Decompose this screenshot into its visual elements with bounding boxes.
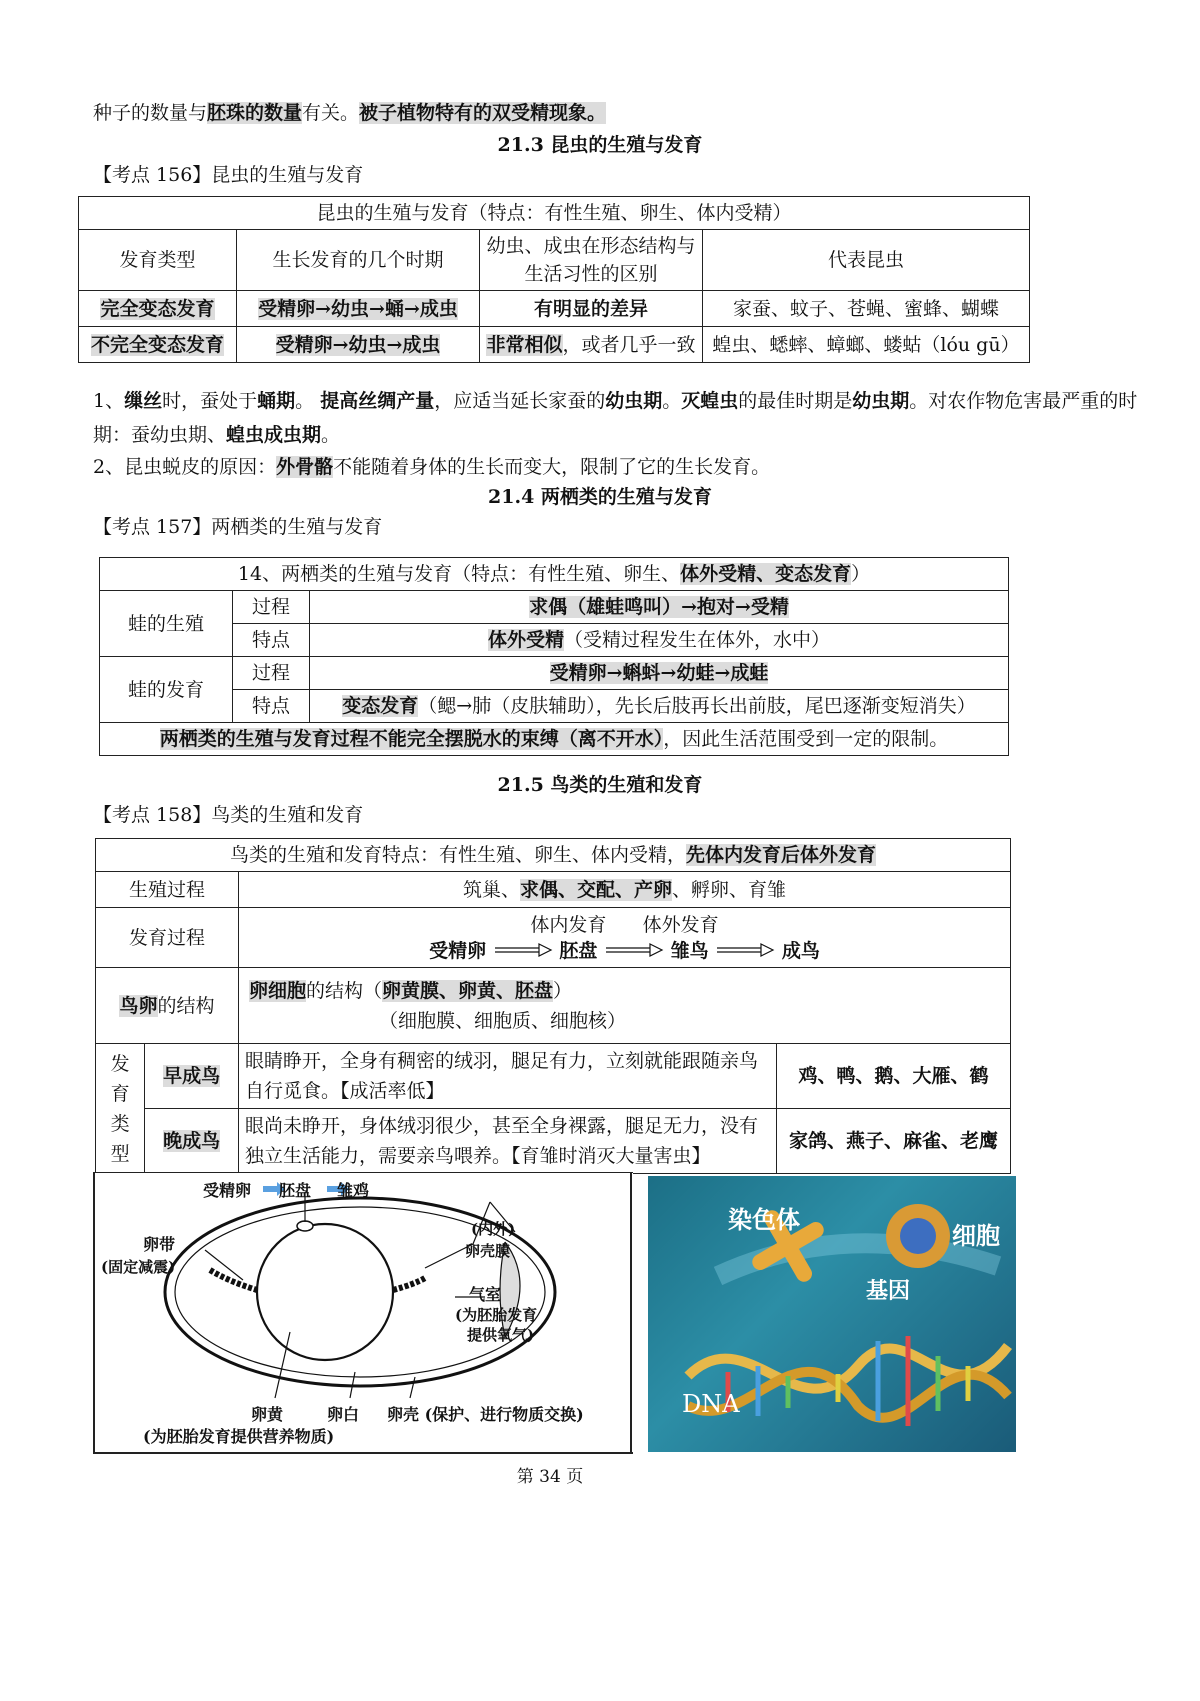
frog-repro-process: 求偶（雄蛙鸣叫）→抱对→受精 (310, 591, 1009, 624)
section-title-21-5: 21.5 鸟类的生殖和发育 (497, 774, 703, 796)
col-difference: 幼虫、成虫在形态结构与生活习性的区别 (480, 230, 703, 291)
dev-type-label: 发育类型 (96, 1044, 145, 1174)
chain-blastodisc: 胚盘 (559, 939, 598, 962)
membrane-label: (内外) (471, 1220, 516, 1238)
cell-label: 细胞 (952, 1221, 1000, 1250)
feature-label-2: 特点 (233, 690, 310, 723)
dna-label: DNA (682, 1390, 740, 1418)
albumen-label: 卵白 (327, 1405, 360, 1424)
insect-table (78, 196, 1030, 363)
precocial-birds: 鸡、鸭、鹅、大雁、鹤 (777, 1044, 1011, 1109)
intro-text-2: 有关。 (302, 102, 360, 124)
altricial-label: 晚成鸟 (145, 1109, 239, 1174)
col-dev-type: 发育类型 (79, 230, 237, 291)
dev-process-label: 发育过程 (96, 908, 239, 968)
complete-metamorphosis: 完全变态发育 (79, 291, 237, 327)
incomplete-metamorphosis: 不完全变态发育 (79, 327, 237, 363)
frog-reproduction-label: 蛙的生殖 (100, 591, 233, 657)
amphibian-table-footer: 两栖类的生殖与发育过程不能完全摆脱水的束缚（离不开水），因此生活范围受到一定的限制。 (100, 723, 1009, 756)
frog-development-label: 蛙的发育 (100, 657, 233, 723)
incomplete-stages: 受精卵→幼虫→成虫 (237, 327, 480, 363)
altricial-birds: 家鸽、燕子、麻雀、老鹰 (777, 1109, 1011, 1174)
aircell-note-2: 提供氧气) (467, 1326, 535, 1344)
arrow-icon (604, 943, 664, 957)
aircell-label: 气室 (469, 1285, 502, 1304)
membrane-label-2: 卵壳膜 (465, 1242, 511, 1260)
amphibian-table (99, 557, 1009, 756)
chalaza-note: (固定减震) (101, 1258, 176, 1276)
kaodian-156: 【考点 156】昆虫的生殖与发育 (93, 164, 364, 186)
arrow-icon (493, 943, 553, 957)
insect-note-2: 2、昆虫蜕皮的原因：外骨骼不能随着身体的生长而变大，限制了它的生长发育。 (93, 456, 771, 478)
process-label-2: 过程 (233, 657, 310, 690)
kaodian-158: 【考点 158】鸟类的生殖和发育 (93, 804, 364, 826)
precocial-label: 早成鸟 (145, 1044, 239, 1109)
blastodisc (297, 1221, 313, 1231)
col-representative: 代表昆虫 (703, 230, 1030, 291)
dna-strand-1 (688, 1346, 1008, 1389)
complete-stages: 受精卵→幼虫→蛹→成虫 (237, 291, 480, 327)
gene-label: 基因 (866, 1278, 911, 1304)
incomplete-difference: 非常相似，或者几乎一致 (480, 327, 703, 363)
insect-table-header: 昆虫的生殖与发育（特点：有性生殖、卵生、体内受精） (79, 197, 1030, 230)
dev-process: 体内发育 体外发育 受精卵 胚盘 雏鸟 成鸟 (239, 908, 1011, 968)
complete-insects: 家蚕、蚊子、苍蝇、蜜蜂、蝴蝶 (703, 291, 1030, 327)
altricial-desc: 眼尚未睁开，身体绒羽很少，甚至全身裸露，腿足无力，没有独立生活能力，需要亲鸟喂养。【育雏时消灭大量害虫】 (239, 1109, 777, 1174)
frog-dev-process: 受精卵→蝌蚪→幼蛙→成蛙 (310, 657, 1009, 690)
shell-label: 卵壳 (保护、进行物质交换) (387, 1405, 584, 1424)
frog-dev-feature: 变态发育（鳃→肺（皮肤辅助），先长后肢再长出前肢，尾巴逐渐变短消失） (310, 690, 1009, 723)
bird-table (95, 838, 1011, 1174)
bird-table-header: 鸟类的生殖和发育特点：有性生殖、卵生、体内受精，先体内发育后体外发育 (96, 839, 1011, 872)
kaodian-157: 【考点 157】两栖类的生殖与发育 (93, 516, 383, 538)
page-number: 第 34 页 (516, 1467, 584, 1487)
yolk-circle (257, 1224, 393, 1360)
precocial-desc: 眼睛睁开，全身有稠密的绒羽，腿足有力，立刻就能跟随亲鸟自行觅食。【成活率低】 (239, 1044, 777, 1109)
amphibian-table-header: 14、两栖类的生殖与发育（特点：有性生殖、卵生、体外受精、变态发育） (100, 558, 1009, 591)
frog-repro-feature: 体外受精（受精过程发生在体外，水中） (310, 624, 1009, 657)
chalaza-label: 卵带 (143, 1235, 176, 1254)
insect-note-1: 1、缫丝时，蚕处于蛹期。 提高丝绸产量，应适当延长家蚕的幼虫期。灭蝗虫的最佳时期是幼虫期。对农作物危害最严重的时期：蚕幼虫期、蝗虫成虫期。 (93, 390, 1138, 446)
arrow-icon (715, 943, 775, 957)
process-label: 过程 (233, 591, 310, 624)
col-stages: 生长发育的几个时期 (237, 230, 480, 291)
section-title-21-3: 21.3 昆虫的生殖与发育 (497, 134, 703, 156)
feature-label: 特点 (233, 624, 310, 657)
chromosome-label: 染色体 (728, 1205, 800, 1234)
incomplete-insects: 蝗虫、蟋蟀、蟑螂、蝼蛄（lóu gū） (703, 327, 1030, 363)
yolk-label: 卵黄 (251, 1405, 284, 1424)
aircell-note: (为胚胎发育 (455, 1306, 538, 1324)
chain-fertilized-egg: 受精卵 (429, 939, 487, 962)
yolk-note: (为胚胎发育提供营养物质) (143, 1427, 335, 1446)
intro-double-fertilization: 被子植物特有的双受精现象。 (359, 102, 607, 124)
egg-diagram (93, 1172, 633, 1454)
repro-process-label: 生殖过程 (96, 872, 239, 908)
egg-structure-label: 鸟卵的结构 (96, 968, 239, 1044)
repro-process: 筑巢、求偶、交配、产卵、孵卵、育雏 (239, 872, 1011, 908)
section-title-21-4: 21.4 两栖类的生殖与发育 (488, 486, 712, 508)
intro-line (93, 96, 1153, 130)
chain-chick: 雏鸟 (670, 939, 709, 962)
dna-image (648, 1176, 1016, 1452)
chain-adult: 成鸟 (781, 939, 820, 962)
intro-ovule: 胚珠的数量 (207, 102, 303, 124)
intro-text: 种子的数量与 (93, 102, 208, 124)
complete-difference: 有明显的差异 (480, 291, 703, 327)
egg-structure: 卵细胞的结构（卵黄膜、卵黄、胚盘） （细胞膜、细胞质、细胞核） (239, 968, 1011, 1044)
egg-top-label: 受精卵 胚盘 雏鸡 (203, 1181, 370, 1200)
